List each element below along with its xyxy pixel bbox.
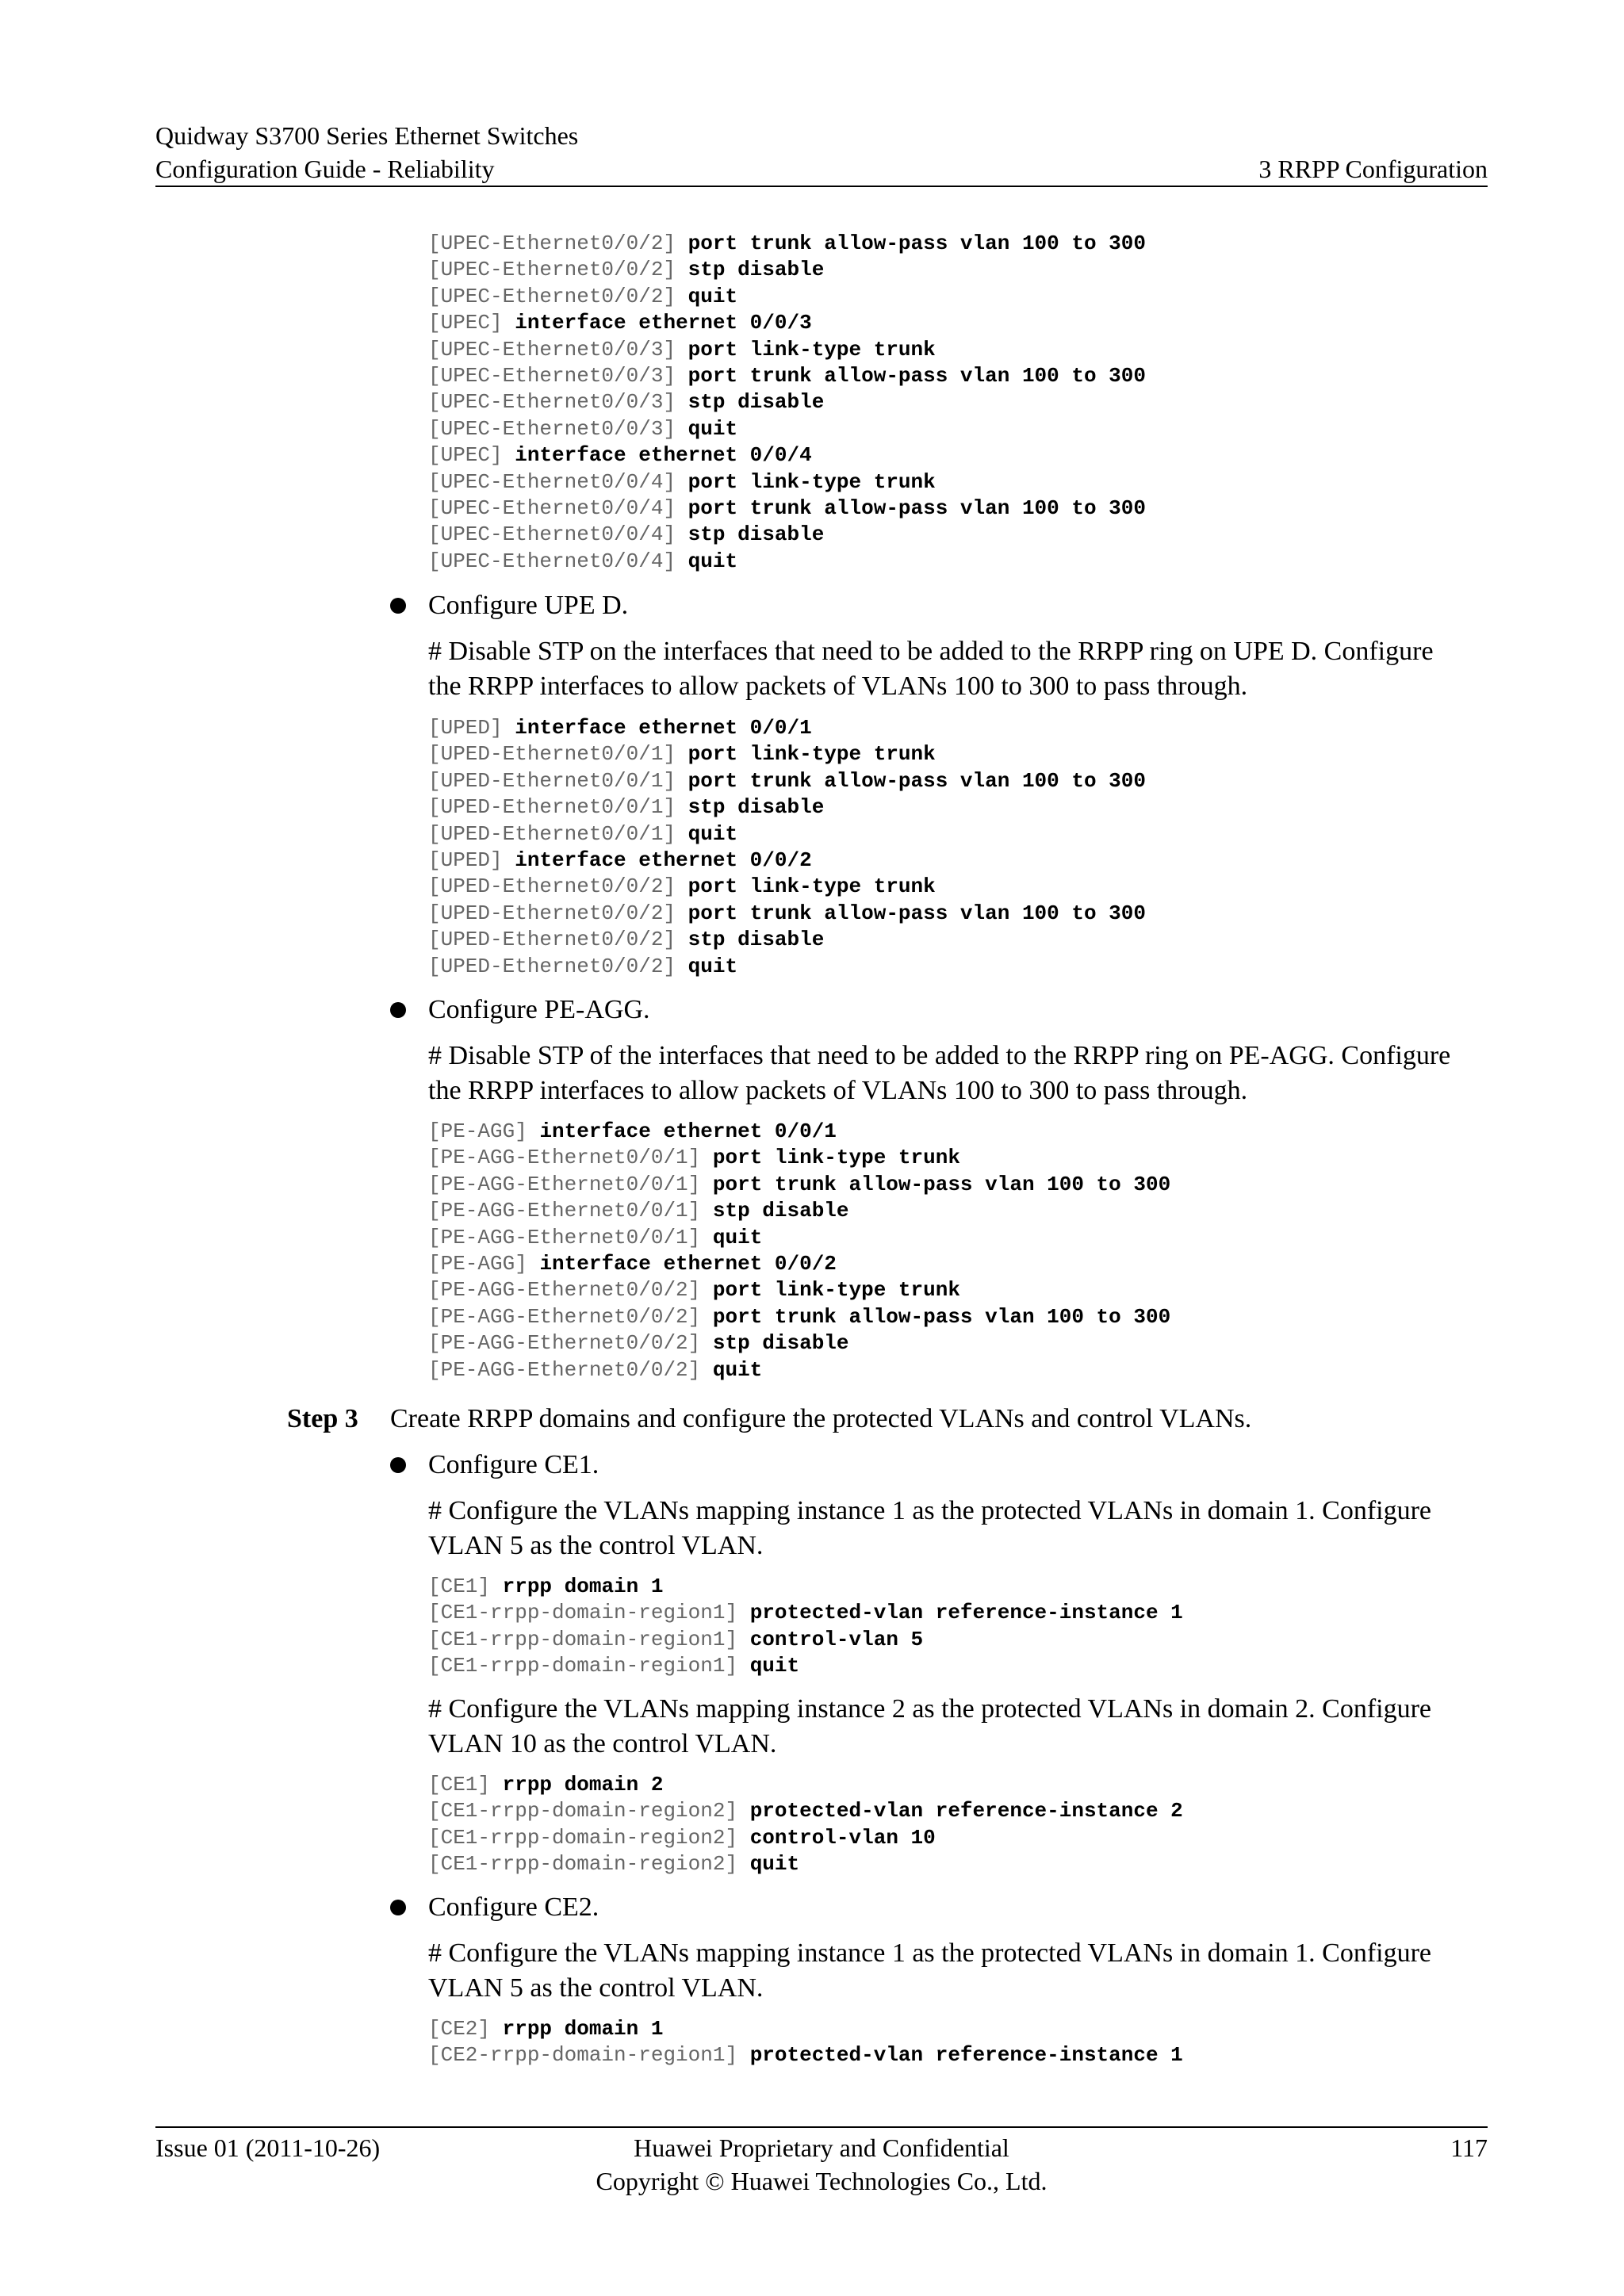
- paragraph-line: VLAN 5 as the control VLAN.: [428, 1531, 764, 1560]
- code-line: [428, 848, 1491, 874]
- cli-command: interface ethernet 0/0/2: [539, 1252, 837, 1276]
- cli-command: port link-type trunk: [712, 1146, 960, 1170]
- footer-issue: Issue 01 (2011-10-26): [155, 2133, 381, 2162]
- cli-command: protected-vlan reference-instance 1: [749, 1601, 1183, 1625]
- paragraph-upe-d: [428, 634, 1491, 704]
- header-product: Quidway S3700 Series Ethernet Switches: [155, 121, 579, 150]
- code-line: [428, 821, 1491, 848]
- code-line: [428, 1277, 1491, 1303]
- cli-prompt: [UPEC-Ethernet0/0/4]: [428, 496, 676, 521]
- cli-command: stp disable: [688, 928, 825, 952]
- code-line: [428, 741, 1491, 767]
- cli-command: interface ethernet 0/0/4: [515, 443, 812, 468]
- cli-command: quit: [688, 821, 738, 846]
- code-line: [428, 1627, 1491, 1653]
- cli-prompt: [UPEC-Ethernet0/0/4]: [428, 549, 676, 573]
- code-line: [428, 442, 1491, 469]
- code-line: [428, 310, 1491, 336]
- cli-prompt: [CE1-rrpp-domain-region2]: [428, 1799, 738, 1823]
- cli-command: stp disable: [688, 795, 825, 820]
- cli-command: quit: [712, 1357, 763, 1382]
- cli-prompt: [UPEC-Ethernet0/0/3]: [428, 364, 676, 388]
- cli-prompt: [CE1]: [428, 1575, 491, 1598]
- cli-prompt: [CE1-rrpp-domain-region2]: [428, 1825, 738, 1850]
- code-line: [428, 1172, 1491, 1198]
- cli-prompt: [UPEC-Ethernet0/0/3]: [428, 390, 676, 415]
- cli-prompt: [UPED]: [428, 848, 503, 873]
- cli-command: quit: [749, 1852, 800, 1877]
- paragraph-pe-agg: [428, 1039, 1491, 1108]
- cli-command: protected-vlan reference-instance 1: [749, 2043, 1183, 2068]
- code-line: [428, 1772, 1491, 1798]
- cli-command: stp disable: [688, 258, 825, 282]
- cli-prompt: [CE1]: [428, 1773, 491, 1797]
- cli-command: port trunk allow-pass vlan 100 to 300: [688, 232, 1146, 255]
- code-line: [428, 1330, 1491, 1357]
- paragraph-line: # Configure the VLANs mapping instance 2 as the protected VLANs in domain 2. Configure: [428, 1694, 1432, 1724]
- paragraph-line: # Configure the VLANs mapping instance 1 as the protected VLANs in domain 1. Configure: [428, 1938, 1432, 1968]
- bullet-dot-icon: [390, 598, 406, 614]
- footer-copyright: Copyright © Huawei Technologies Co., Ltd.: [596, 2167, 1048, 2195]
- code-line: [428, 1251, 1491, 1277]
- bullet-dot-icon: [390, 1002, 406, 1018]
- cli-prompt: [PE-AGG]: [428, 1119, 527, 1143]
- cli-prompt: [UPEC-Ethernet0/0/3]: [428, 416, 676, 441]
- cli-prompt: [PE-AGG-Ethernet0/0/2]: [428, 1278, 701, 1303]
- cli-command: port trunk allow-pass vlan 100 to 300: [712, 1172, 1171, 1196]
- code-block-ce2-domain1: [428, 2016, 1491, 2069]
- code-line: [428, 1574, 1491, 1600]
- code-line: [428, 416, 1491, 442]
- code-line: [428, 1357, 1491, 1383]
- cli-prompt: [CE1-rrpp-domain-region1]: [428, 1654, 738, 1678]
- cli-command: rrpp domain 1: [502, 2017, 664, 2041]
- code-line: [428, 1119, 1491, 1145]
- cli-prompt: [PE-AGG]: [428, 1252, 527, 1276]
- cli-prompt: [UPED-Ethernet0/0/2]: [428, 901, 676, 925]
- code-block-ce1-domain2: [428, 1772, 1491, 1878]
- paragraph-line: # Configure the VLANs mapping instance 1 as the protected VLANs in domain 1. Configure: [428, 1496, 1432, 1525]
- paragraph-line: the RRPP interfaces to allow packets of VLANs 100 to 300 to pass through.: [428, 672, 1248, 701]
- code-line: [428, 284, 1491, 310]
- cli-prompt: [UPEC]: [428, 443, 503, 468]
- page-header: [155, 119, 1488, 186]
- cli-command: port link-type trunk: [688, 742, 936, 767]
- cli-command: quit: [688, 284, 738, 308]
- cli-command: rrpp domain 1: [502, 1575, 664, 1598]
- code-line: [428, 794, 1491, 821]
- bullet-text: Configure UPE D.: [428, 591, 629, 620]
- cli-command: quit: [688, 954, 738, 978]
- cli-prompt: [UPEC]: [428, 311, 503, 335]
- cli-command: interface ethernet 0/0/3: [515, 311, 812, 335]
- code-line: [428, 715, 1491, 741]
- cli-command: control-vlan 10: [749, 1825, 936, 1850]
- code-line: [428, 389, 1491, 415]
- paragraph-line: the RRPP interfaces to allow packets of VLANs 100 to 300 to pass through.: [428, 1076, 1248, 1105]
- code-block-ce1-domain1: [428, 1574, 1491, 1680]
- cli-command: port trunk allow-pass vlan 100 to 300: [688, 496, 1146, 521]
- cli-command: quit: [688, 549, 738, 573]
- code-line: [428, 549, 1491, 575]
- code-line: [428, 469, 1491, 496]
- cli-prompt: [PE-AGG-Ethernet0/0/2]: [428, 1304, 701, 1329]
- code-line: [428, 1825, 1491, 1851]
- cli-prompt: [UPED-Ethernet0/0/1]: [428, 768, 676, 793]
- code-line: [428, 231, 1491, 257]
- code-line: [428, 927, 1491, 953]
- code-line: [428, 363, 1491, 389]
- code-line: [428, 874, 1491, 900]
- cli-command: port trunk allow-pass vlan 100 to 300: [688, 901, 1146, 925]
- code-line: [428, 1798, 1491, 1824]
- code-line: [428, 1653, 1491, 1679]
- code-line: [428, 954, 1491, 980]
- bullet-text: Configure PE-AGG.: [428, 995, 650, 1024]
- step-3: [287, 1402, 1252, 1437]
- paragraph-ce2-domain1: [428, 1936, 1491, 2006]
- code-line: [428, 768, 1491, 794]
- cli-command: port trunk allow-pass vlan 100 to 300: [688, 768, 1146, 793]
- cli-prompt: [PE-AGG-Ethernet0/0/1]: [428, 1146, 701, 1170]
- cli-command: rrpp domain 2: [502, 1773, 664, 1797]
- code-line: [428, 337, 1491, 363]
- code-line: [428, 1145, 1491, 1171]
- cli-command: port link-type trunk: [688, 469, 936, 494]
- page-footer: [155, 2131, 1488, 2195]
- header-section: 3 RRPP Configuration: [1258, 155, 1488, 183]
- bullet-text: Configure CE2.: [428, 1892, 599, 1922]
- code-line: [428, 1304, 1491, 1330]
- code-block-pe-agg: [428, 1119, 1491, 1383]
- cli-prompt: [UPEC-Ethernet0/0/4]: [428, 469, 676, 494]
- paragraph-ce1-domain2: [428, 1692, 1491, 1762]
- step-label: Step 3: [287, 1404, 358, 1433]
- footer-divider: [155, 2126, 1488, 2128]
- cli-prompt: [UPEC-Ethernet0/0/2]: [428, 258, 676, 282]
- cli-prompt: [CE1-rrpp-domain-region1]: [428, 1627, 738, 1651]
- cli-prompt: [UPED-Ethernet0/0/2]: [428, 954, 676, 978]
- cli-prompt: [UPED-Ethernet0/0/1]: [428, 821, 676, 846]
- cli-prompt: [UPED-Ethernet0/0/2]: [428, 928, 676, 952]
- cli-command: control-vlan 5: [749, 1627, 924, 1651]
- cli-prompt: [UPED-Ethernet0/0/1]: [428, 795, 676, 820]
- code-line: [428, 1851, 1491, 1877]
- paragraph-line: # Disable STP on the interfaces that need to be added to the RRPP ring on UPE D. Configure: [428, 637, 1434, 666]
- code-block-upec: [428, 231, 1491, 575]
- cli-command: interface ethernet 0/0/1: [515, 716, 812, 740]
- cli-prompt: [UPED]: [428, 716, 503, 740]
- cli-command: protected-vlan reference-instance 2: [749, 1799, 1183, 1823]
- cli-command: stp disable: [712, 1331, 849, 1356]
- code-line: [428, 1198, 1491, 1224]
- cli-prompt: [PE-AGG-Ethernet0/0/1]: [428, 1199, 701, 1223]
- cli-command: port link-type trunk: [688, 337, 936, 362]
- cli-command: stp disable: [712, 1199, 849, 1223]
- cli-command: stp disable: [688, 522, 825, 547]
- cli-command: quit: [712, 1225, 763, 1249]
- cli-prompt: [PE-AGG-Ethernet0/0/1]: [428, 1172, 701, 1196]
- cli-command: quit: [749, 1654, 800, 1678]
- code-line: [428, 2016, 1491, 2042]
- header-guide: Configuration Guide - Reliability: [155, 155, 495, 183]
- paragraph-line: VLAN 5 as the control VLAN.: [428, 1973, 764, 2003]
- code-line: [428, 1600, 1491, 1626]
- code-line: [428, 1225, 1491, 1251]
- cli-prompt: [CE1-rrpp-domain-region2]: [428, 1852, 738, 1877]
- cli-command: port link-type trunk: [688, 874, 936, 899]
- code-line: [428, 522, 1491, 548]
- paragraph-line: # Disable STP of the interfaces that need to be added to the RRPP ring on PE-AGG. Configure: [428, 1041, 1451, 1070]
- footer-page-number: 117: [1450, 2133, 1488, 2162]
- header-divider: [155, 186, 1488, 187]
- paragraph-line: VLAN 10 as the control VLAN.: [428, 1729, 777, 1758]
- cli-prompt: [PE-AGG-Ethernet0/0/1]: [428, 1225, 701, 1249]
- cli-prompt: [CE2-rrpp-domain-region1]: [428, 2043, 738, 2068]
- cli-command: interface ethernet 0/0/2: [515, 848, 812, 873]
- cli-prompt: [PE-AGG-Ethernet0/0/2]: [428, 1357, 701, 1382]
- cli-command: port trunk allow-pass vlan 100 to 300: [712, 1304, 1171, 1329]
- cli-prompt: [UPEC-Ethernet0/0/2]: [428, 232, 676, 255]
- bullet-dot-icon: [390, 1457, 406, 1473]
- cli-prompt: [UPEC-Ethernet0/0/2]: [428, 284, 676, 308]
- cli-prompt: [UPEC-Ethernet0/0/4]: [428, 522, 676, 547]
- code-line: [428, 257, 1491, 283]
- code-block-uped: [428, 715, 1491, 980]
- cli-prompt: [CE2]: [428, 2017, 491, 2041]
- cli-prompt: [CE1-rrpp-domain-region1]: [428, 1601, 738, 1625]
- cli-command: port link-type trunk: [712, 1278, 960, 1303]
- cli-command: quit: [688, 416, 738, 441]
- cli-command: stp disable: [688, 390, 825, 415]
- code-line: [428, 2042, 1491, 2068]
- cli-prompt: [UPED-Ethernet0/0/2]: [428, 874, 676, 899]
- step-text: Create RRPP domains and configure the protected VLANs and control VLANs.: [390, 1404, 1252, 1433]
- cli-prompt: [UPED-Ethernet0/0/1]: [428, 742, 676, 767]
- code-line: [428, 496, 1491, 522]
- cli-command: interface ethernet 0/0/1: [539, 1119, 837, 1143]
- cli-prompt: [UPEC-Ethernet0/0/3]: [428, 337, 676, 362]
- code-line: [428, 901, 1491, 927]
- footer-confidential: Huawei Proprietary and Confidential: [634, 2133, 1009, 2162]
- bullet-text: Configure CE1.: [428, 1450, 599, 1479]
- paragraph-ce1-domain1: [428, 1494, 1491, 1563]
- cli-prompt: [PE-AGG-Ethernet0/0/2]: [428, 1331, 701, 1356]
- bullet-dot-icon: [390, 1900, 406, 1915]
- cli-command: port trunk allow-pass vlan 100 to 300: [688, 364, 1146, 388]
